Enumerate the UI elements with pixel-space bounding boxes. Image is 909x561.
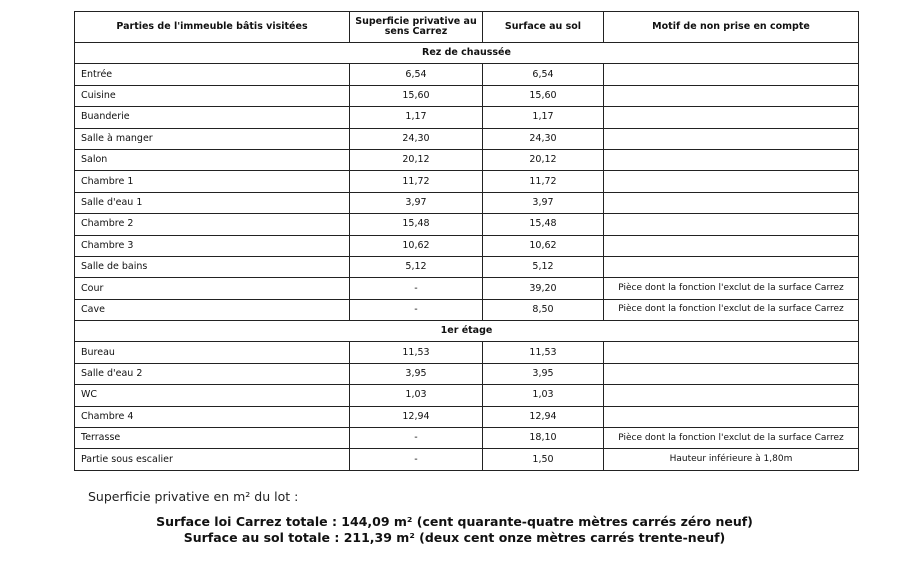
section-row — [75, 321, 859, 342]
cell-reason — [604, 128, 859, 149]
cell-part: Salon — [75, 149, 350, 170]
table-row — [75, 256, 859, 277]
cell-floor: 3,95 — [483, 363, 604, 384]
floor-total: Surface au sol totale : 211,39 m² (deux cent onze mètres carrés trente-neuf) — [183, 530, 726, 545]
cell-floor: 39,20 — [483, 278, 604, 299]
header-floor: Surface au sol — [483, 12, 604, 43]
surface-table — [74, 11, 859, 471]
cell-floor: 18,10 — [483, 428, 604, 449]
cell-floor: 5,12 — [483, 256, 604, 277]
cell-carrez: - — [350, 278, 483, 299]
section-title: Rez de chaussée — [75, 43, 859, 64]
cell-carrez: - — [350, 299, 483, 320]
cell-carrez: 3,97 — [350, 192, 483, 213]
table-row — [75, 299, 859, 320]
cell-floor: 10,62 — [483, 235, 604, 256]
cell-part: Cuisine — [75, 85, 350, 106]
cell-carrez: 20,12 — [350, 149, 483, 170]
table-row — [75, 64, 859, 85]
carrez-total: Surface loi Carrez totale : 144,09 m² (cent quarante-quatre mètres carrés zéro neuf) — [156, 514, 753, 529]
cell-reason — [604, 107, 859, 128]
cell-reason: Pièce dont la fonction l'exclut de la surface Carrez — [604, 299, 859, 320]
cell-carrez: 11,72 — [350, 171, 483, 192]
cell-reason — [604, 385, 859, 406]
header-carrez: Superficie privative au sens Carrez — [350, 12, 483, 43]
table-row — [75, 385, 859, 406]
cell-part: Bureau — [75, 342, 350, 363]
cell-reason — [604, 406, 859, 427]
cell-carrez: 1,17 — [350, 107, 483, 128]
cell-floor: 3,97 — [483, 192, 604, 213]
cell-part: Chambre 1 — [75, 171, 350, 192]
cell-floor: 24,30 — [483, 128, 604, 149]
table-row — [75, 107, 859, 128]
cell-carrez: - — [350, 449, 483, 470]
table-row — [75, 428, 859, 449]
cell-part: Cave — [75, 299, 350, 320]
cell-carrez: 3,95 — [350, 363, 483, 384]
cell-floor: 12,94 — [483, 406, 604, 427]
table-row — [75, 363, 859, 384]
cell-part: Chambre 2 — [75, 214, 350, 235]
section-title: 1er étage — [75, 321, 859, 342]
cell-part: Salle d'eau 1 — [75, 192, 350, 213]
cell-floor: 11,53 — [483, 342, 604, 363]
cell-carrez: - — [350, 428, 483, 449]
cell-carrez: 24,30 — [350, 128, 483, 149]
cell-reason — [604, 64, 859, 85]
cell-reason — [604, 192, 859, 213]
summary-label: Superficie privative en m² du lot : — [88, 489, 299, 504]
table-row — [75, 214, 859, 235]
cell-carrez: 5,12 — [350, 256, 483, 277]
table-row — [75, 342, 859, 363]
cell-carrez: 6,54 — [350, 64, 483, 85]
cell-part: Partie sous escalier — [75, 449, 350, 470]
cell-part: Salle de bains — [75, 256, 350, 277]
cell-floor: 1,17 — [483, 107, 604, 128]
cell-part: Buanderie — [75, 107, 350, 128]
cell-reason — [604, 342, 859, 363]
cell-floor: 15,60 — [483, 85, 604, 106]
section-row — [75, 43, 859, 64]
header-part: Parties de l'immeuble bâtis visitées — [75, 12, 350, 43]
table-row — [75, 192, 859, 213]
cell-carrez: 10,62 — [350, 235, 483, 256]
table-row — [75, 235, 859, 256]
cell-reason — [604, 85, 859, 106]
cell-floor: 1,03 — [483, 385, 604, 406]
cell-floor: 8,50 — [483, 299, 604, 320]
cell-carrez: 15,48 — [350, 214, 483, 235]
cell-part: Cour — [75, 278, 350, 299]
cell-reason — [604, 363, 859, 384]
cell-carrez: 15,60 — [350, 85, 483, 106]
cell-part: Salle à manger — [75, 128, 350, 149]
cell-part: Terrasse — [75, 428, 350, 449]
table-row — [75, 171, 859, 192]
table-row — [75, 449, 859, 470]
cell-reason — [604, 256, 859, 277]
cell-reason: Pièce dont la fonction l'exclut de la surface Carrez — [604, 428, 859, 449]
cell-reason — [604, 171, 859, 192]
cell-floor: 1,50 — [483, 449, 604, 470]
table-header-row — [75, 12, 859, 43]
cell-carrez: 12,94 — [350, 406, 483, 427]
cell-carrez: 1,03 — [350, 385, 483, 406]
cell-reason: Hauteur inférieure à 1,80m — [604, 449, 859, 470]
cell-part: Entrée — [75, 64, 350, 85]
table-row — [75, 85, 859, 106]
cell-reason — [604, 149, 859, 170]
table-row — [75, 128, 859, 149]
cell-part: Salle d'eau 2 — [75, 363, 350, 384]
cell-part: Chambre 3 — [75, 235, 350, 256]
cell-reason — [604, 235, 859, 256]
table-row — [75, 406, 859, 427]
cell-floor: 15,48 — [483, 214, 604, 235]
cell-floor: 11,72 — [483, 171, 604, 192]
table-row — [75, 149, 859, 170]
cell-floor: 20,12 — [483, 149, 604, 170]
cell-part: WC — [75, 385, 350, 406]
cell-floor: 6,54 — [483, 64, 604, 85]
cell-carrez: 11,53 — [350, 342, 483, 363]
header-reason: Motif de non prise en compte — [604, 12, 859, 43]
table-body — [75, 43, 859, 471]
cell-part: Chambre 4 — [75, 406, 350, 427]
cell-reason: Pièce dont la fonction l'exclut de la surface Carrez — [604, 278, 859, 299]
cell-reason — [604, 214, 859, 235]
table-row — [75, 278, 859, 299]
